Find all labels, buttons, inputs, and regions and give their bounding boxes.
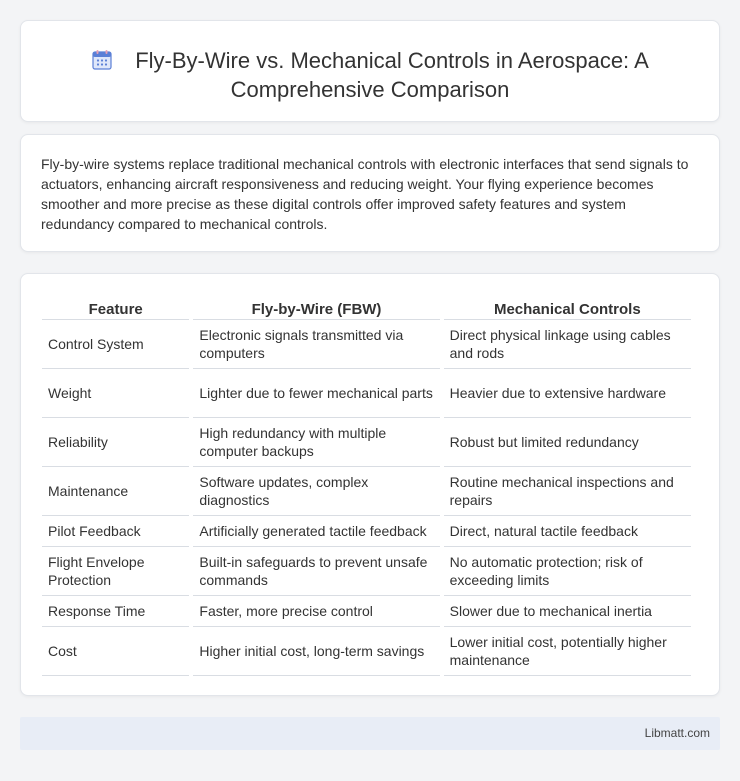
fbw-cell: Electronic signals transmitted via computers — [193, 320, 439, 369]
comparison-table-card — [20, 273, 720, 696]
feature-cell: Weight — [42, 369, 189, 418]
fbw-cell: Artificially generated tactile feedback — [193, 516, 439, 547]
header-mechanical: Mechanical Controls — [444, 296, 691, 320]
mechanical-cell: Heavier due to extensive hardware — [444, 369, 691, 418]
table-row — [42, 418, 691, 467]
header-feature: Feature — [42, 296, 189, 320]
mechanical-cell: No automatic protection; risk of exceeding limits — [444, 547, 691, 596]
feature-cell: Flight Envelope Protection — [42, 547, 189, 596]
mechanical-cell: Routine mechanical inspections and repairs — [444, 467, 691, 516]
intro-card — [20, 134, 720, 252]
fbw-cell: Lighter due to fewer mechanical parts — [193, 369, 439, 418]
header-fbw: Fly-by-Wire (FBW) — [193, 296, 439, 320]
table-row — [42, 467, 691, 516]
feature-cell: Control System — [42, 320, 189, 369]
title-card — [20, 20, 720, 122]
table-row — [42, 547, 691, 596]
table-header-row — [42, 296, 691, 320]
feature-cell: Cost — [42, 627, 189, 676]
feature-cell: Pilot Feedback — [42, 516, 189, 547]
fbw-cell: Built-in safeguards to prevent unsafe commands — [193, 547, 439, 596]
table-row — [42, 627, 691, 676]
mechanical-cell: Slower due to mechanical inertia — [444, 596, 691, 627]
mechanical-cell: Lower initial cost, potentially higher maintenance — [444, 627, 691, 676]
table-row — [42, 596, 691, 627]
fbw-cell: Faster, more precise control — [193, 596, 439, 627]
table-row — [42, 320, 691, 369]
page-title-wrap — [21, 46, 719, 104]
feature-cell: Reliability — [42, 418, 189, 467]
page-title: Fly-By-Wire vs. Mechanical Controls in Aerospace: A Comprehensive Comparison — [135, 48, 649, 102]
table-row — [42, 369, 691, 418]
mechanical-cell: Direct physical linkage using cables and rods — [444, 320, 691, 369]
fbw-cell: Software updates, complex diagnostics — [193, 467, 439, 516]
footer-bar — [20, 717, 720, 750]
calendar-icon — [91, 49, 113, 71]
feature-cell: Maintenance — [42, 467, 189, 516]
comparison-table — [38, 296, 695, 676]
fbw-cell: High redundancy with multiple computer backups — [193, 418, 439, 467]
mechanical-cell: Direct, natural tactile feedback — [444, 516, 691, 547]
intro-paragraph: Fly-by-wire systems replace traditional mechanical controls with electronic interfaces that send signals to actuators, enhancing aircraft responsiveness and reducing weight. Your flying experience becomes smoother and more precise as these digital controls offer improved safety features and system redundancy compared to mechanical controls. — [41, 156, 689, 232]
table-row — [42, 516, 691, 547]
footer-site-link[interactable]: Libmatt.com — [644, 726, 710, 740]
mechanical-cell: Robust but limited redundancy — [444, 418, 691, 467]
fbw-cell: Higher initial cost, long-term savings — [193, 627, 439, 676]
feature-cell: Response Time — [42, 596, 189, 627]
